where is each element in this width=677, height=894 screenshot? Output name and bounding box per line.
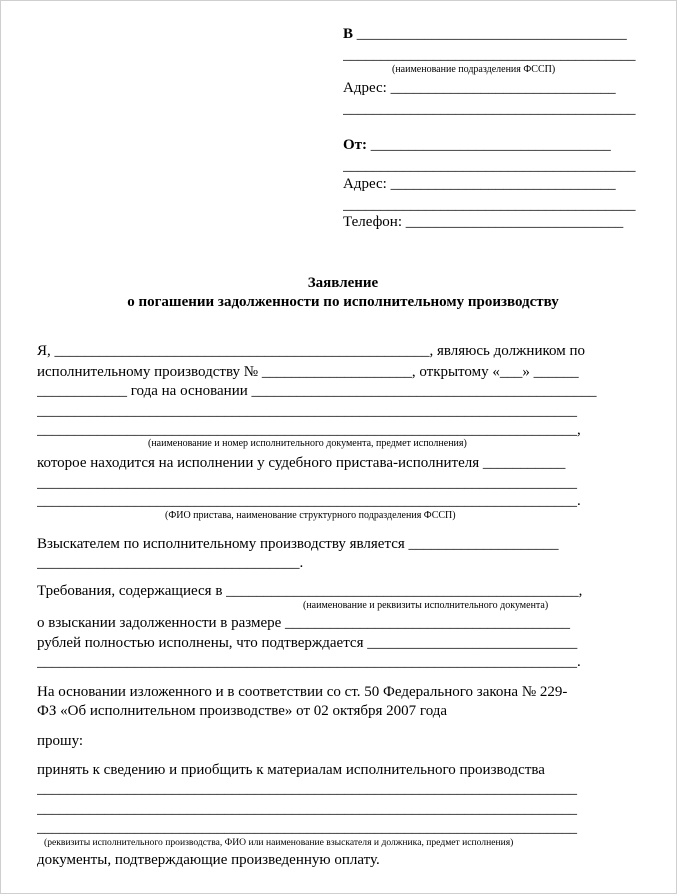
p4-line-2: ФЗ «Об исполнительном производстве» от 02 октября 2007 года (37, 703, 448, 719)
from-line: От: ________________________________ (343, 137, 611, 153)
p1-line-8: ________________________________________________________________________. (37, 493, 581, 509)
to-line: В ____________________________________ (343, 26, 627, 42)
request-word: прошу: (37, 733, 84, 749)
p1-line-7: ________________________________________________________________________ (37, 475, 577, 491)
p6-line-2: ________________________________________________________________________ (37, 781, 577, 797)
p6-line-1: принять к сведению и приобщить к материалам исполнительного производства (37, 762, 545, 778)
p6-line-3: ________________________________________________________________________ (37, 801, 577, 817)
p2-line-2: ___________________________________. (37, 555, 304, 571)
p6-line-4: ________________________________________________________________________ (37, 820, 577, 836)
p4-line-1: На основании изложенного и в соответствии со ст. 50 Федерального закона № 229- (37, 684, 568, 700)
p1-line-4: ________________________________________________________________________ (37, 403, 577, 419)
p2-line-1: Взыскателем по исполнительному производству является ____________________ (37, 536, 559, 552)
to-line-2: _______________________________________ (343, 47, 636, 63)
p3-line-4: ________________________________________________________________________. (37, 654, 581, 670)
address-2: Адрес: ______________________________ (343, 176, 616, 192)
from-line-2: _______________________________________ (343, 158, 636, 174)
doc-title: Заявление (307, 275, 379, 291)
doc-subtitle: о погашении задолженности по исполнительному производству (127, 294, 559, 310)
p1-line-2: исполнительному производству № ____________________, открытому «___» ______ (37, 364, 579, 380)
p3-caption: (наименование и реквизиты исполнительного документа) (303, 600, 549, 611)
p3-line-3: рублей полностью исполнены, что подтверждается ____________________________ (37, 635, 578, 651)
p6-line-5: документы, подтверждающие произведенную оплату. (37, 852, 380, 868)
to-caption: (наименование подразделения ФССП) (392, 64, 556, 75)
p1-caption-2: (ФИО пристава, наименование структурного подразделения ФССП) (165, 510, 456, 521)
address-1-line-2: _______________________________________ (343, 101, 636, 117)
p3-line-2: о взыскании задолженности в размере ______________________________________ (37, 615, 571, 631)
p3-line-1: Требования, содержащиеся в _______________________________________________, (37, 583, 583, 599)
p1-line-1: Я, __________________________________________________, являюсь должником по (37, 343, 585, 359)
p1-line-3: ____________ года на основании ______________________________________________ (37, 383, 597, 399)
p1-line-6: которое находится на исполнении у судебного пристава-исполнителя ___________ (37, 455, 566, 471)
address-1: Адрес: ______________________________ (343, 80, 616, 96)
p6-caption: (реквизиты исполнительного производства, ФИО или наименование взыскателя и должника, предмет исполнения) (44, 837, 514, 848)
phone-line: Телефон: _____________________________ (343, 214, 624, 230)
address-2-line-2: _______________________________________ (343, 197, 636, 213)
p1-line-5: ________________________________________________________________________, (37, 422, 581, 438)
p1-caption: (наименование и номер исполнительного документа, предмет исполнения) (148, 438, 467, 449)
